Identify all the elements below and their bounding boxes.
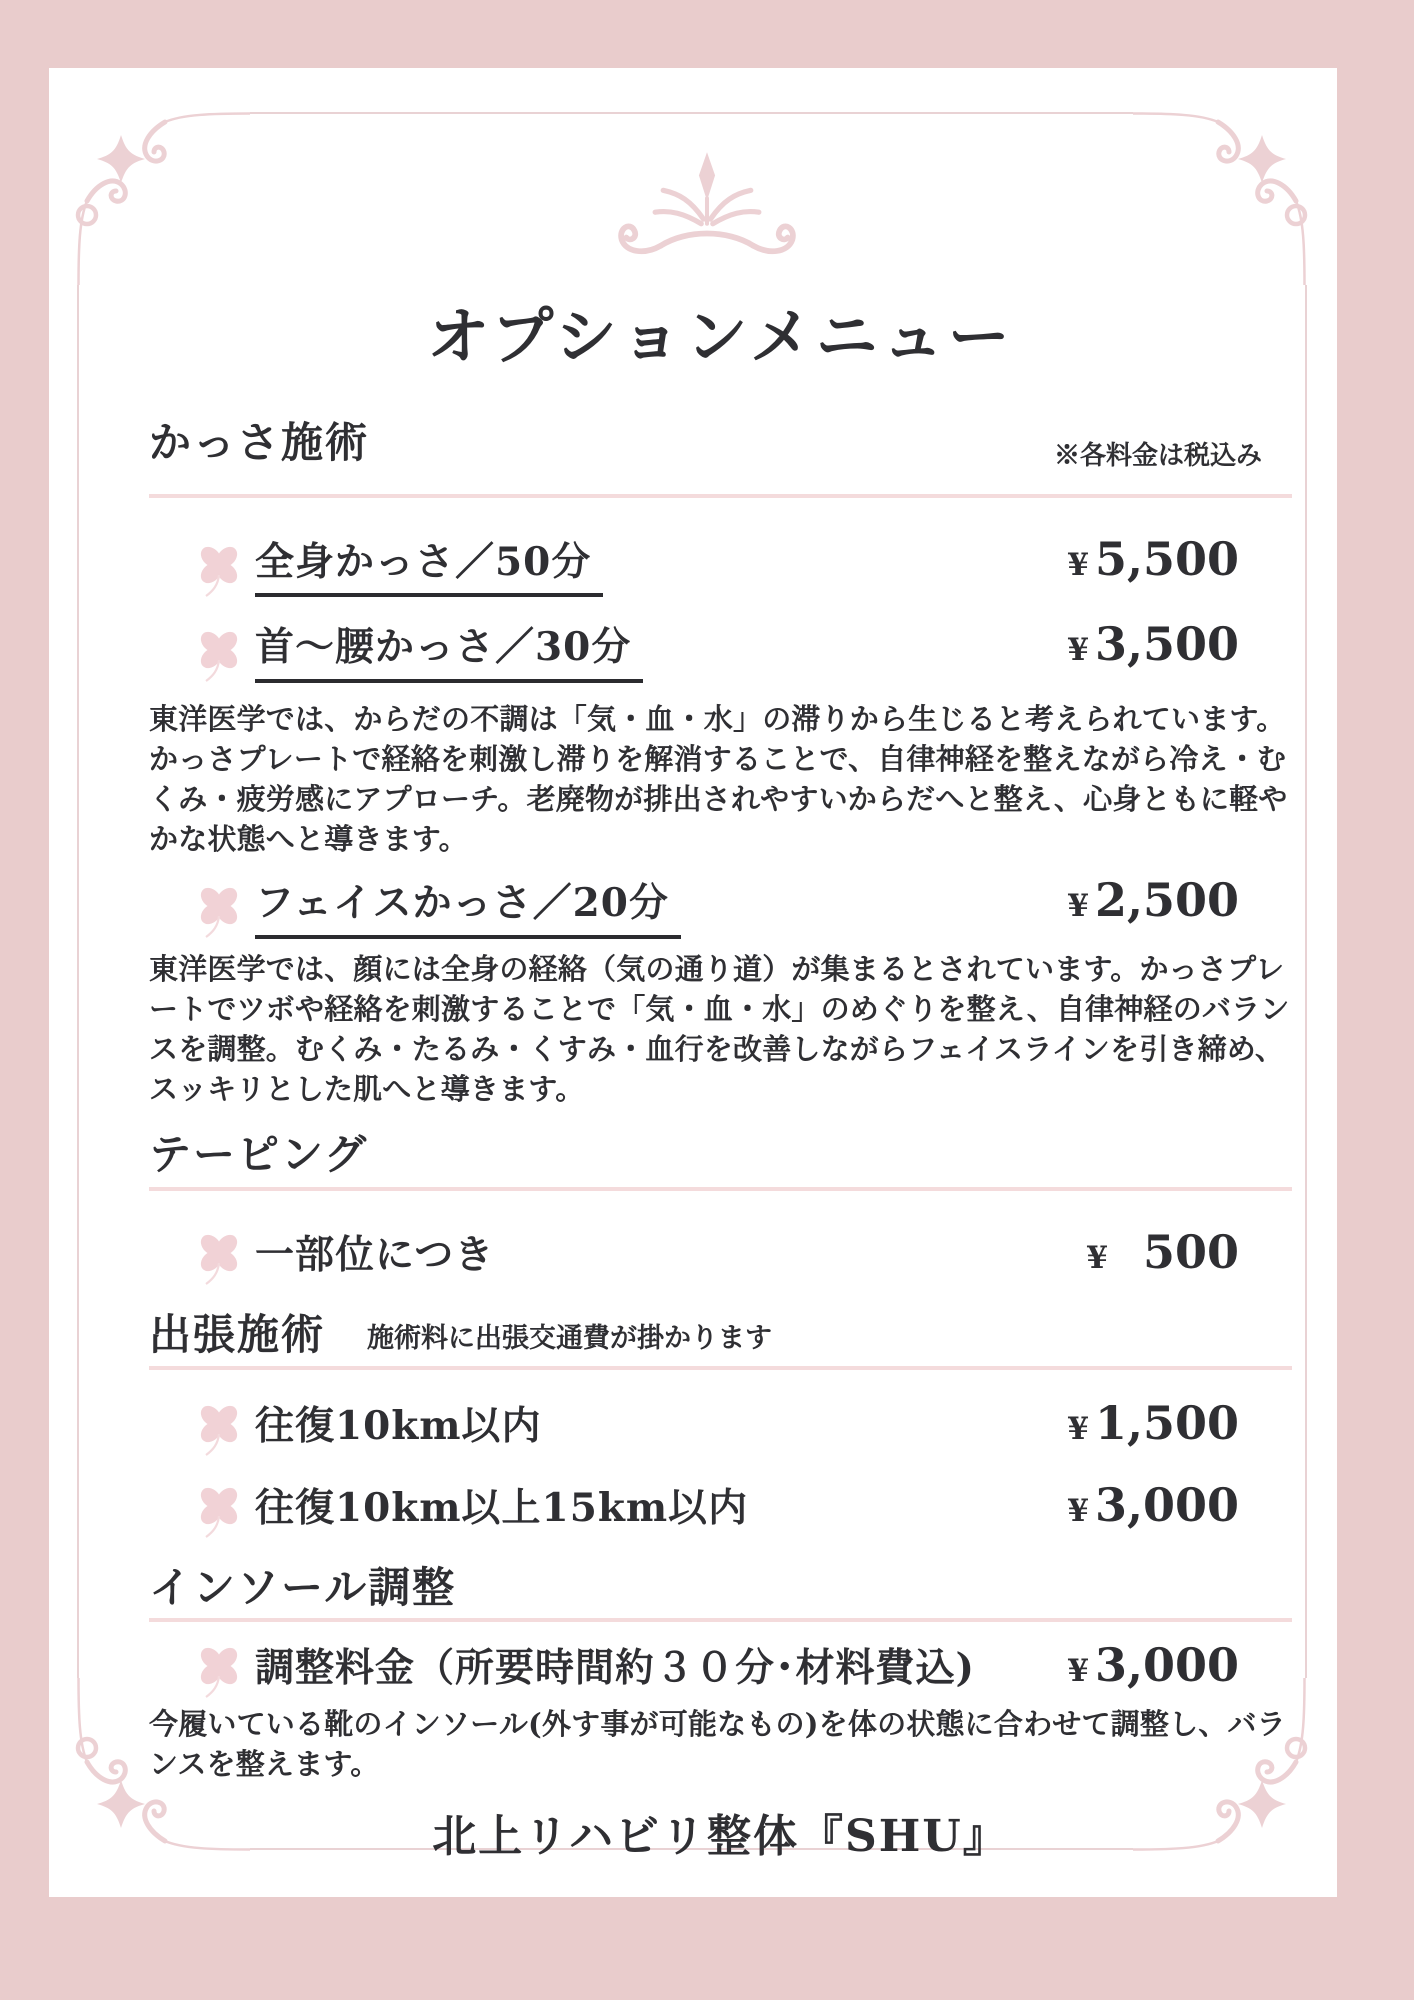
section-header-visit bbox=[149, 1311, 1292, 1359]
item-price bbox=[1086, 1225, 1239, 1279]
clover-icon bbox=[197, 626, 241, 682]
clover-icon bbox=[197, 882, 241, 938]
menu-item bbox=[197, 1638, 1292, 1694]
item-price bbox=[1067, 873, 1239, 927]
clover-icon bbox=[197, 1482, 241, 1538]
yen-sign: ¥ bbox=[1086, 1240, 1108, 1277]
menu-item bbox=[197, 532, 1292, 598]
section-rule bbox=[149, 494, 1292, 498]
section-heading: テーピング bbox=[149, 1130, 369, 1180]
section-rule bbox=[149, 1618, 1292, 1622]
menu-item bbox=[197, 1396, 1292, 1452]
price-amount: 3,000 bbox=[1094, 1477, 1239, 1532]
item-description: 東洋医学では、からだの不調は「気・血・水」の滞りから生じると考えられています。かっさプレートで経絡を刺激し滞りを解消することで、自律神経を整えながら冷え・むくみ・疲労感にアプローチ。老廃物が排出されやすいからだへと整え、心身ともに軽やかな状態へと導きます。 bbox=[149, 702, 1288, 857]
item-name: 調整料金（所要時間約３０分･材料費込) bbox=[255, 1644, 975, 1691]
tax-note: ※各料金は税込み bbox=[1053, 440, 1262, 471]
price-amount: 1,500 bbox=[1094, 1395, 1239, 1450]
item-price bbox=[1067, 1638, 1239, 1692]
item-price bbox=[1067, 1396, 1239, 1450]
clover-icon bbox=[197, 541, 241, 597]
item-description: 東洋医学では、顔には全身の経絡（気の通り道）が集まるとされています。かっさプレートでツボや経絡を刺激することで「気・血・水」のめぐりを整え、自律神経のバランスを調整。むくみ・たるみ・くすみ・血行を改善しながらフェイスラインを引き締め、スッキリとした肌へと導きます。 bbox=[149, 952, 1290, 1107]
yen-sign: ¥ bbox=[1067, 1492, 1089, 1529]
price-amount: 500 bbox=[1142, 1225, 1239, 1280]
item-name: 往復10km以内 bbox=[255, 1402, 542, 1449]
menu-item bbox=[197, 617, 1292, 683]
item-price bbox=[1067, 1478, 1239, 1532]
menu-item bbox=[197, 1478, 1292, 1534]
item-description: 今履いている靴のインソール(外す事が可能なもの)を体の状態に合わせて調整し、バランスを整えます。 bbox=[149, 1706, 1286, 1781]
price-amount: 2,500 bbox=[1094, 873, 1239, 928]
yen-sign: ¥ bbox=[1067, 546, 1089, 583]
section-heading-note: 施術料に出張交通費が掛かります bbox=[367, 1322, 773, 1354]
section-heading: かっさ施術 bbox=[149, 418, 370, 468]
item-price bbox=[1067, 532, 1239, 586]
price-amount: 3,500 bbox=[1094, 617, 1239, 672]
section-header-taping bbox=[149, 1131, 1292, 1179]
shop-name: 北上リハビリ整体『SHU』 bbox=[432, 1810, 1009, 1862]
item-price bbox=[1067, 617, 1239, 671]
yen-sign: ¥ bbox=[1067, 1652, 1089, 1689]
section-heading: 出張施術 bbox=[149, 1310, 326, 1360]
item-name: 一部位につき bbox=[255, 1232, 495, 1279]
section-rule bbox=[149, 1187, 1292, 1191]
price-amount: 5,500 bbox=[1094, 531, 1239, 586]
item-name: フェイスかっさ／20分 bbox=[255, 879, 681, 939]
clover-icon bbox=[197, 1642, 241, 1698]
item-name: 首〜腰かっさ／30分 bbox=[255, 623, 643, 683]
frame-line-left bbox=[77, 285, 79, 1678]
menu-card bbox=[49, 68, 1337, 1897]
menu-content bbox=[149, 68, 1292, 1864]
section-header-insole bbox=[149, 1564, 1292, 1612]
yen-sign: ¥ bbox=[1067, 888, 1089, 925]
menu-item bbox=[197, 1225, 1292, 1281]
menu-item bbox=[197, 873, 1292, 939]
section-header-kassa bbox=[149, 418, 1292, 471]
price-amount: 3,000 bbox=[1094, 1637, 1239, 1692]
item-name: 全身かっさ／50分 bbox=[255, 538, 603, 598]
clover-icon bbox=[197, 1229, 241, 1285]
section-heading: インソール調整 bbox=[149, 1562, 457, 1612]
section-rule bbox=[149, 1366, 1292, 1370]
yen-sign: ¥ bbox=[1067, 632, 1089, 669]
item-name: 往復10km以上15km以内 bbox=[255, 1484, 749, 1531]
yen-sign: ¥ bbox=[1067, 1410, 1089, 1447]
frame-line-right bbox=[1305, 285, 1307, 1678]
page-title: オプションメニュー bbox=[427, 300, 1014, 373]
clover-icon bbox=[197, 1400, 241, 1456]
